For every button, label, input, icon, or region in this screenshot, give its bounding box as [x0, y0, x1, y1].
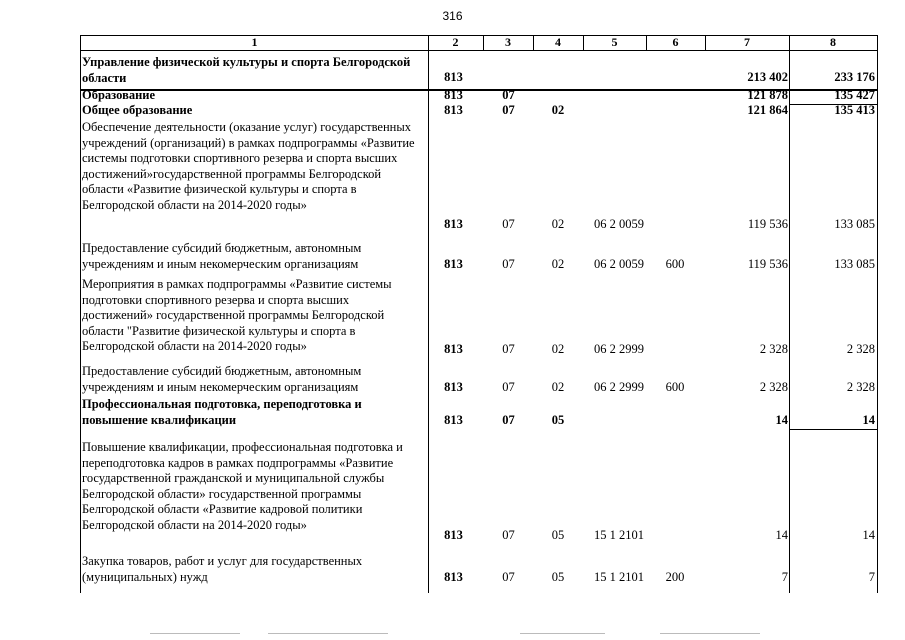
table-row-description: Закупка товаров, работ и услуг для государственных (муниципальных) нужд [82, 554, 363, 584]
table-cell: 200 [665, 570, 685, 584]
scan-artifact [268, 633, 388, 634]
table-cell: 7 [868, 570, 875, 584]
table-cell: 133 085 [834, 217, 875, 231]
column-header: 1 [251, 35, 258, 49]
table-cell: 14 [775, 413, 788, 427]
table-cell: 14 [862, 528, 875, 542]
scan-artifact [520, 633, 605, 634]
table-cell: 813 [444, 88, 463, 102]
budget-table [80, 35, 878, 593]
column-divider [428, 35, 429, 593]
table-cell: 15 1 2101 [594, 528, 644, 542]
table-row-description: Образование [82, 88, 156, 102]
table-cell: 813 [444, 70, 463, 84]
table-cell: 121 864 [747, 103, 788, 117]
column-header: 4 [555, 35, 561, 49]
scan-artifact [150, 633, 240, 634]
table-cell: 813 [444, 570, 463, 584]
table-row-description: Повышение квалификации, профессиональная подготовка и переподготовка кадров в рамках подпрограммы «Развитие государственной гражданской и муниципальной службы Белгородской области» государственной программы Белгородской области «Развитие кадровой политики Белгородской области на 2014-2020 годы» [82, 440, 403, 532]
table-cell: 06 2 0059 [594, 217, 644, 231]
table-cell: 07 [502, 103, 515, 117]
table-cell: 02 [551, 257, 565, 271]
table-cell: 05 [551, 528, 565, 542]
table-cell: 07 [502, 342, 515, 356]
table-row-description: Общее образование [82, 103, 193, 117]
cell-underline [789, 429, 877, 430]
table-cell: 7 [781, 570, 788, 584]
table-cell: 233 176 [834, 70, 875, 84]
table-cell: 02 [551, 217, 565, 231]
table-cell: 813 [444, 217, 463, 231]
table-cell: 135 413 [834, 103, 875, 117]
table-cell: 133 085 [834, 257, 875, 271]
table-cell: 02 [551, 380, 565, 394]
column-header: 3 [505, 35, 511, 49]
table-cell: 119 536 [747, 257, 788, 271]
column-header: 7 [744, 35, 750, 49]
table-cell: 07 [502, 88, 515, 102]
table-cell: 14 [862, 413, 875, 427]
table-cell: 2 328 [759, 380, 788, 394]
table-cell: 15 1 2101 [594, 570, 644, 584]
table-cell: 213 402 [747, 70, 788, 84]
table-cell: 07 [502, 380, 515, 394]
table-row-description: Предоставление субсидий бюджетным, автономным учреждениям и иным некомерческим организациям [82, 241, 362, 271]
table-cell: 119 536 [747, 217, 788, 231]
table-row-description: Предоставление субсидий бюджетным, автономным учреждениям и иным некомерческим организациям [82, 364, 362, 394]
table-cell: 07 [502, 413, 515, 427]
table-cell: 600 [665, 380, 685, 394]
table-cell: 07 [502, 528, 515, 542]
table-cell: 07 [502, 217, 515, 231]
table-cell: 02 [551, 342, 565, 356]
column-header: 6 [672, 35, 679, 49]
table-row-description: Обеспечение деятельности (оказание услуг) государственных учреждений (организаций) в рамках подпрограммы «Развитие системы подготовки спортивного резерва и спорта высших достижений»государственной программы Белгородской области «Развитие физической культуры и спорта в Белгородской области на 2014-2020 годы» [82, 120, 415, 212]
table-cell: 06 2 0059 [594, 257, 644, 271]
header-bottom-rule [81, 50, 877, 51]
column-header: 8 [830, 35, 836, 49]
table-cell: 813 [444, 103, 463, 117]
column-header: 2 [452, 35, 459, 49]
table-cell: 135 427 [834, 88, 875, 102]
table-cell: 05 [551, 413, 565, 427]
table-cell: 07 [502, 257, 515, 271]
table-cell: 600 [665, 257, 685, 271]
table-cell: 06 2 2999 [594, 380, 644, 394]
table-cell: 07 [502, 570, 515, 584]
table-cell: 813 [444, 380, 463, 394]
table-cell: 02 [551, 103, 565, 117]
table-cell: 06 2 2999 [594, 342, 644, 356]
table-cell: 813 [444, 528, 463, 542]
column-divider [789, 35, 790, 593]
table-row-description: Управление физической культуры и спорта Белгородской области [82, 55, 411, 85]
table-cell: 05 [551, 570, 565, 584]
table-cell: 813 [444, 342, 463, 356]
table-row-description: Профессиональная подготовка, переподготовка и повышение квалификации [82, 397, 362, 427]
page-number: 316 [442, 9, 463, 23]
table-cell: 813 [444, 413, 463, 427]
table-cell: 813 [444, 257, 463, 271]
scan-artifact [660, 633, 760, 634]
table-cell: 14 [775, 528, 788, 542]
table-cell: 2 328 [759, 342, 788, 356]
table-cell: 121 878 [747, 88, 788, 102]
table-cell: 2 328 [846, 342, 875, 356]
column-header: 5 [611, 35, 618, 49]
table-row-description: Мероприятия в рамках подпрограммы «Развитие системы подготовки спортивного резерва и спорта высших достижений» государственной программы Белгородской области "Развитие физической культуры и спорта в Белгородской области на 2014-2020 годы» [82, 277, 392, 353]
table-cell: 2 328 [846, 380, 875, 394]
